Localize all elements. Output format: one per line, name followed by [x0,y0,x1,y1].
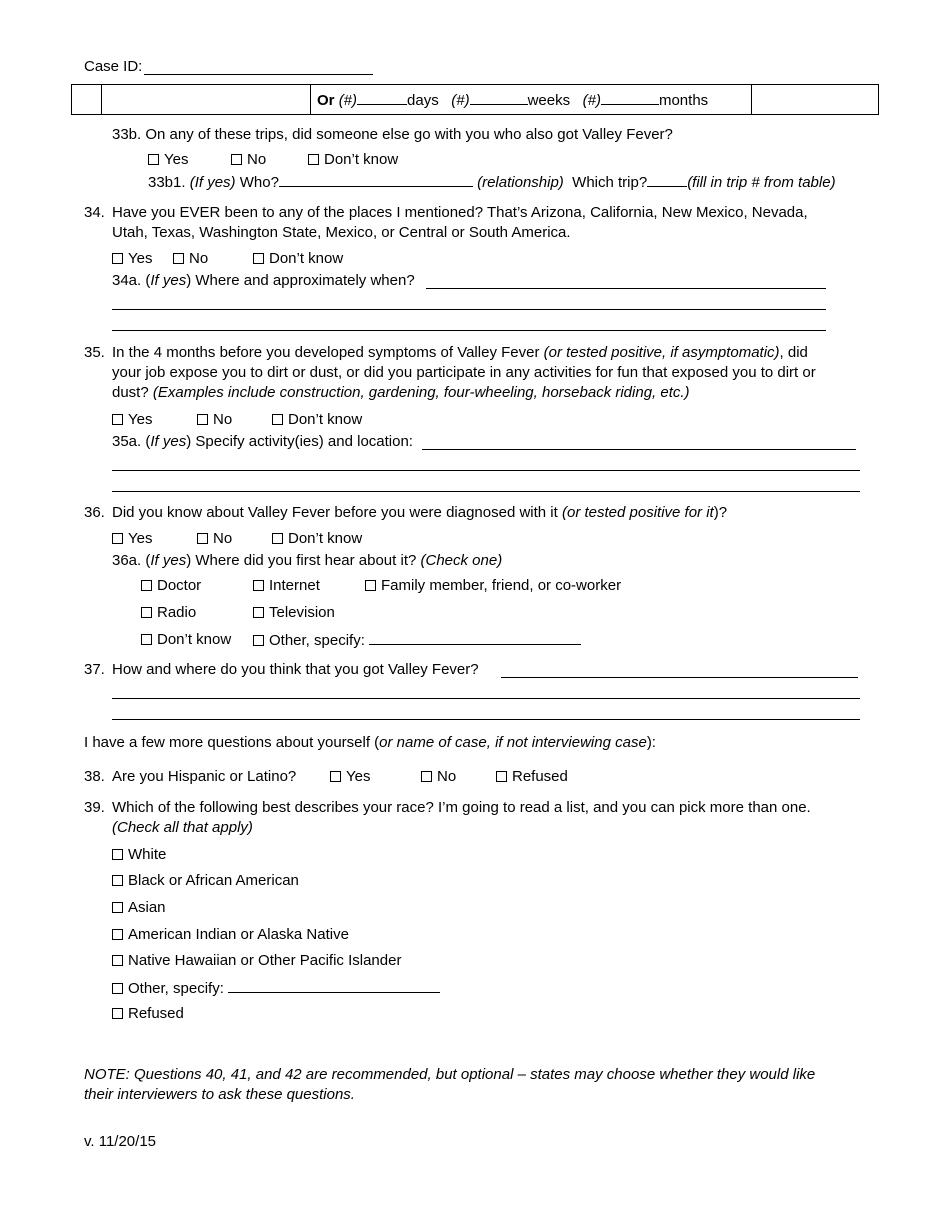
q36a-line: 36a. (If yes) Where did you first hear about it? (Check one) [112,552,503,569]
trip-number-cell[interactable] [72,85,102,115]
q34a-answer-line[interactable] [112,330,826,331]
q36a-other-option[interactable]: Other, specify: [253,630,581,651]
checkbox-icon[interactable] [365,580,376,591]
checkbox-icon[interactable] [496,771,507,782]
checkbox-icon[interactable] [112,253,123,264]
checkbox-icon[interactable] [112,955,123,966]
q37-answer-line[interactable] [501,677,858,678]
q38-number: 38. [84,768,105,785]
q35-yes-option[interactable]: Yes [112,410,152,430]
q39-american-indian-option[interactable]: American Indian or Alaska Native [112,925,349,945]
checkbox-icon[interactable] [253,635,264,646]
version-label: v. 11/20/15 [84,1133,156,1150]
checkbox-icon[interactable] [148,154,159,165]
trip-duration-table [71,84,879,115]
q34-question: Have you EVER been to any of the places I mentioned? That’s Arizona, California, New Mexico, Nevada, Utah, Texas, Washington State, Mexico, or Central or South America. [112,204,808,241]
checkbox-icon[interactable] [112,849,123,860]
q38-question: Are you Hispanic or Latino? [112,768,297,785]
checkbox-icon[interactable] [308,154,319,165]
q39-refused-option[interactable]: Refused [112,1004,184,1024]
case-id-field[interactable] [144,74,373,75]
q39-number: 39. [84,799,105,816]
checkbox-icon[interactable] [197,414,208,425]
q34-dontknow-option[interactable]: Don’t know [253,249,343,269]
q39-asian-option[interactable]: Asian [112,898,166,918]
trip-duration-cell: Or (#) days (#) weeks (#) months [311,85,752,115]
months-field[interactable] [601,90,659,105]
q35a-answer-line[interactable] [112,470,860,471]
q39-black-option[interactable]: Black or African American [112,871,299,891]
checkbox-icon[interactable] [141,634,152,645]
checkbox-icon[interactable] [141,607,152,618]
optional-questions-note: NOTE: Questions 40, 41, and 42 are recommended, but optional – states may choose whether they would like their interviewers to ask these questions. [84,1066,816,1103]
q34a-answer-line[interactable] [426,288,826,289]
q39-pacific-islander-option[interactable]: Native Hawaiian or Other Pacific Islander [112,951,401,971]
q36a-television-option[interactable]: Television [253,603,335,623]
q39-other-field[interactable] [228,978,440,993]
q33b1-who-field[interactable] [279,172,473,187]
q35-no-option[interactable]: No [197,410,232,430]
checkbox-icon[interactable] [112,533,123,544]
q34-number: 34. [84,204,105,221]
days-field[interactable] [357,90,407,105]
q33b-yes-option[interactable]: Yes [148,150,188,170]
q36-question: Did you know about Valley Fever before you were diagnosed with it (or tested positive for it)? [112,504,728,521]
checkbox-icon[interactable] [253,607,264,618]
q33b1-line: 33b1. (If yes) Who? (relationship) Which trip? (fill in trip # from table) [148,174,836,191]
q33b-no-option[interactable]: No [231,150,266,170]
q39-other-option[interactable]: Other, specify: [112,978,440,999]
weeks-field[interactable] [470,90,528,105]
q36-dontknow-option[interactable]: Don’t know [272,529,362,549]
q34a-answer-line[interactable] [112,309,826,310]
q35a-answer-line[interactable] [112,491,860,492]
checkbox-icon[interactable] [197,533,208,544]
q39-white-option[interactable]: White [112,845,166,865]
q36a-doctor-option[interactable]: Doctor [141,576,201,596]
trip-location-cell[interactable] [102,85,311,115]
q35-question: In the 4 months before you developed symptoms of Valley Fever (or tested positive, if asymptomatic), did your job expose you to dirt or dust, or did you participate in any activities for fun that exposed you to dirt or dust? (Examples include construction, gardening, four-wheeling, horseback riding, etc.) [112,344,816,401]
checkbox-icon[interactable] [141,580,152,591]
checkbox-icon[interactable] [112,414,123,425]
checkbox-icon[interactable] [421,771,432,782]
q34a-line: 34a. (If yes) Where and approximately when? [112,272,415,289]
q36a-dontknow-option[interactable]: Don’t know [141,630,231,650]
q37-answer-line[interactable] [112,719,860,720]
q33b1-trip-field[interactable] [647,172,687,187]
q36a-internet-option[interactable]: Internet [253,576,320,596]
q39-question: Which of the following best describes your race? I’m going to read a list, and you can pick more than one. (Check all that apply) [112,799,811,836]
q35-number: 35. [84,344,105,361]
q36a-other-field[interactable] [369,630,581,645]
q35-dontknow-option[interactable]: Don’t know [272,410,362,430]
q36a-family-option[interactable]: Family member, friend, or co-worker [365,576,621,596]
q36a-radio-option[interactable]: Radio [141,603,196,623]
q38-refused-option[interactable]: Refused [496,767,568,787]
checkbox-icon[interactable] [112,929,123,940]
q37-number: 37. [84,661,105,678]
q37-question: How and where do you think that you got Valley Fever? [112,661,479,678]
checkbox-icon[interactable] [272,414,283,425]
q36-no-option[interactable]: No [197,529,232,549]
q35a-line: 35a. (If yes) Specify activity(ies) and location: [112,433,413,450]
case-id-label: Case ID: [84,58,143,75]
q33b-question: 33b. On any of these trips, did someone else go with you who also got Valley Fever? [112,126,673,143]
q38-no-option[interactable]: No [421,767,456,787]
q33b-dontknow-option[interactable]: Don’t know [308,150,398,170]
checkbox-icon[interactable] [330,771,341,782]
q35a-answer-line[interactable] [422,449,856,450]
checkbox-icon[interactable] [112,1008,123,1019]
checkbox-icon[interactable] [112,902,123,913]
q38-yes-option[interactable]: Yes [330,767,370,787]
q34-no-option[interactable]: No [173,249,208,269]
checkbox-icon[interactable] [253,253,264,264]
q37-answer-line[interactable] [112,698,860,699]
checkbox-icon[interactable] [112,983,123,994]
checkbox-icon[interactable] [272,533,283,544]
checkbox-icon[interactable] [173,253,184,264]
checkbox-icon[interactable] [253,580,264,591]
checkbox-icon[interactable] [112,875,123,886]
q34-yes-option[interactable]: Yes [112,249,152,269]
trip-extra-cell[interactable] [752,85,879,115]
q36-number: 36. [84,504,105,521]
q36-yes-option[interactable]: Yes [112,529,152,549]
demographics-intro: I have a few more questions about yourself (or name of case, if not interviewing case): [84,734,656,751]
checkbox-icon[interactable] [231,154,242,165]
